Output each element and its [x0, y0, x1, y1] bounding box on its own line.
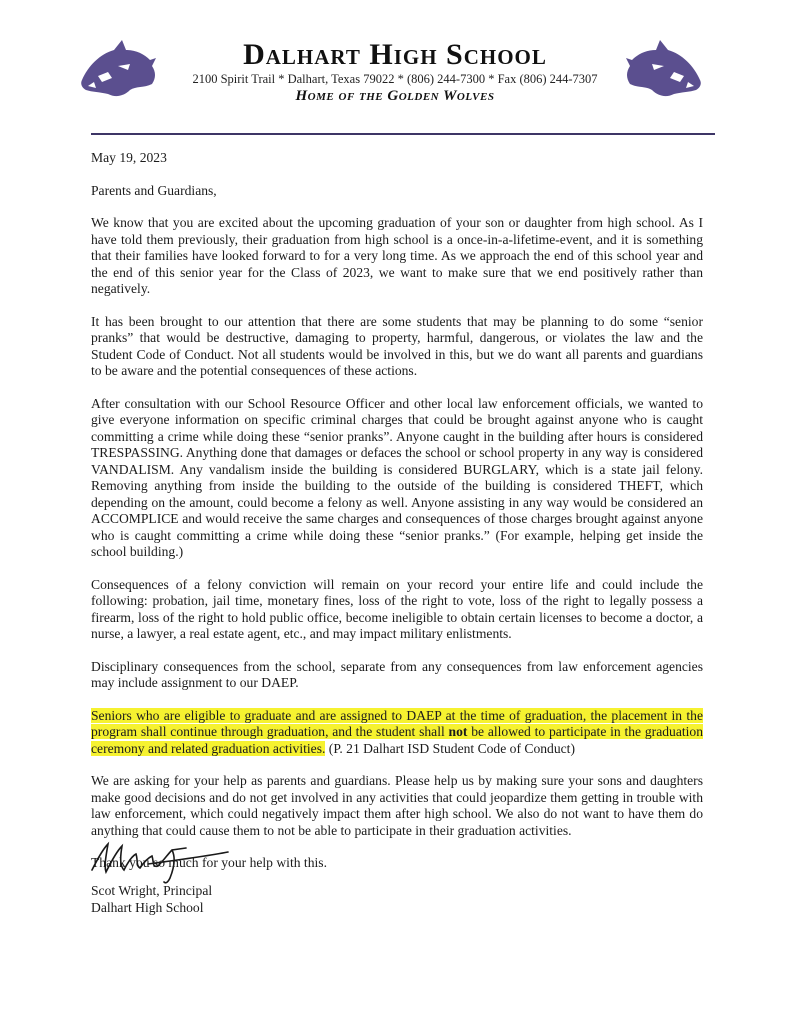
paragraph-request: We are asking for your help as parents and guardians. Please help us by making sure your sons and daughters make good decisions and do not get involved in any activities that could jeopardize them getting in trouble with law enforcement, which could negatively impact them after high school. We also do not want to have them do anything that could cause them to not be able to participate in their graduation activities.	[91, 773, 703, 838]
signature-block	[91, 882, 212, 916]
letterhead	[0, 0, 791, 140]
policy-text-end: be allowed to participate in the graduation ceremony and related graduation activities.	[91, 724, 703, 756]
wolf-head-icon	[78, 36, 158, 100]
paragraph-daep-policy	[91, 708, 703, 758]
school-address: 2100 Spirit Trail * Dalhart, Texas 79022 * (806) 244-7300 * Fax (806) 244-7307	[192, 72, 598, 86]
paragraph-intro: We know that you are excited about the upcoming graduation of your son or daughter from high school. As I have told them previously, their graduation from high school is a once-in-a-lifetime-event, and it is something that their families have looked forward to for a very long time. As we approach the end of this school year and the end of this senior year for the Class of 2023, we want to make sure that we end positively rather than negatively.	[91, 215, 703, 296]
school-name: Dalhart High School	[243, 38, 547, 71]
paragraph-felony-consequences: Consequences of a felony conviction will remain on your record your entire life and could include the following: probation, jail time, monetary fines, loss of the right to vote, loss of the right to legally possess a firearm, loss of the right to hold public office, become ineligible to obtain certain licenses to become a doctor, a nurse, a lawyer, a real estate agent, etc., and may impact military enlistments.	[91, 576, 703, 641]
letter-body	[91, 150, 703, 888]
policy-citation: (P. 21 Dalhart ISD Student Code of Conduct)	[325, 740, 575, 756]
signer-name: Scot Wright, Principal	[91, 883, 213, 898]
wolf-head-icon	[624, 36, 704, 100]
policy-text: Seniors who are eligible to graduate and are assigned to DAEP at the time of graduation, the placement in the program shall continue through graduation, and the student shall	[91, 707, 703, 739]
paragraph-criminal-charges: After consultation with our School Resource Officer and other local law enforcement officials, we wanted to give everyone information on specific criminal charges that could be brought against anyone who is caught committing a crime while doing these “senior pranks”. Anyone caught in the building after hours is considered TRESPASSING. Anything done that damages or defaces the school or school property in any way is considered VANDALISM. Any vandalism inside the building is considered BURGLARY, which is a state jail felony. Removing anything from inside the building to the outside of the building is considered THEFT, which depending on the amount, could become a felony as well. Anyone assisting in any way would be considered an ACCOMPLICE and would receive the same charges and consequences of those charges brought against anyone who is caught committing a crime while doing these “senior pranks.” (For example, helping get inside the school building.)	[91, 395, 703, 559]
closing-line: Thank you so much for your help with this.	[91, 855, 327, 870]
paragraph-disciplinary: Disciplinary consequences from the school, separate from any consequences from law enforcement agencies may include assignment to our DAEP.	[91, 658, 703, 690]
salutation: Parents and Guardians,	[91, 182, 217, 198]
letter-date: May 19, 2023	[91, 150, 167, 165]
signer-organization: Dalhart High School	[91, 900, 204, 915]
letterhead-divider	[91, 133, 715, 135]
signature-mark	[88, 834, 238, 884]
policy-emphasis: not	[448, 724, 468, 739]
paragraph-senior-pranks: It has been brought to our attention that there are some students that may be planning to do some “senior pranks” that would be destructive, damaging to property, harmful, dangerous, or violates the law and the Student Code of Conduct. Not all students would be involved in this, but we do want all parents and guardians to be aware and the potential consequences of these actions.	[91, 313, 703, 378]
school-motto: Home of the Golden Wolves	[295, 88, 495, 104]
